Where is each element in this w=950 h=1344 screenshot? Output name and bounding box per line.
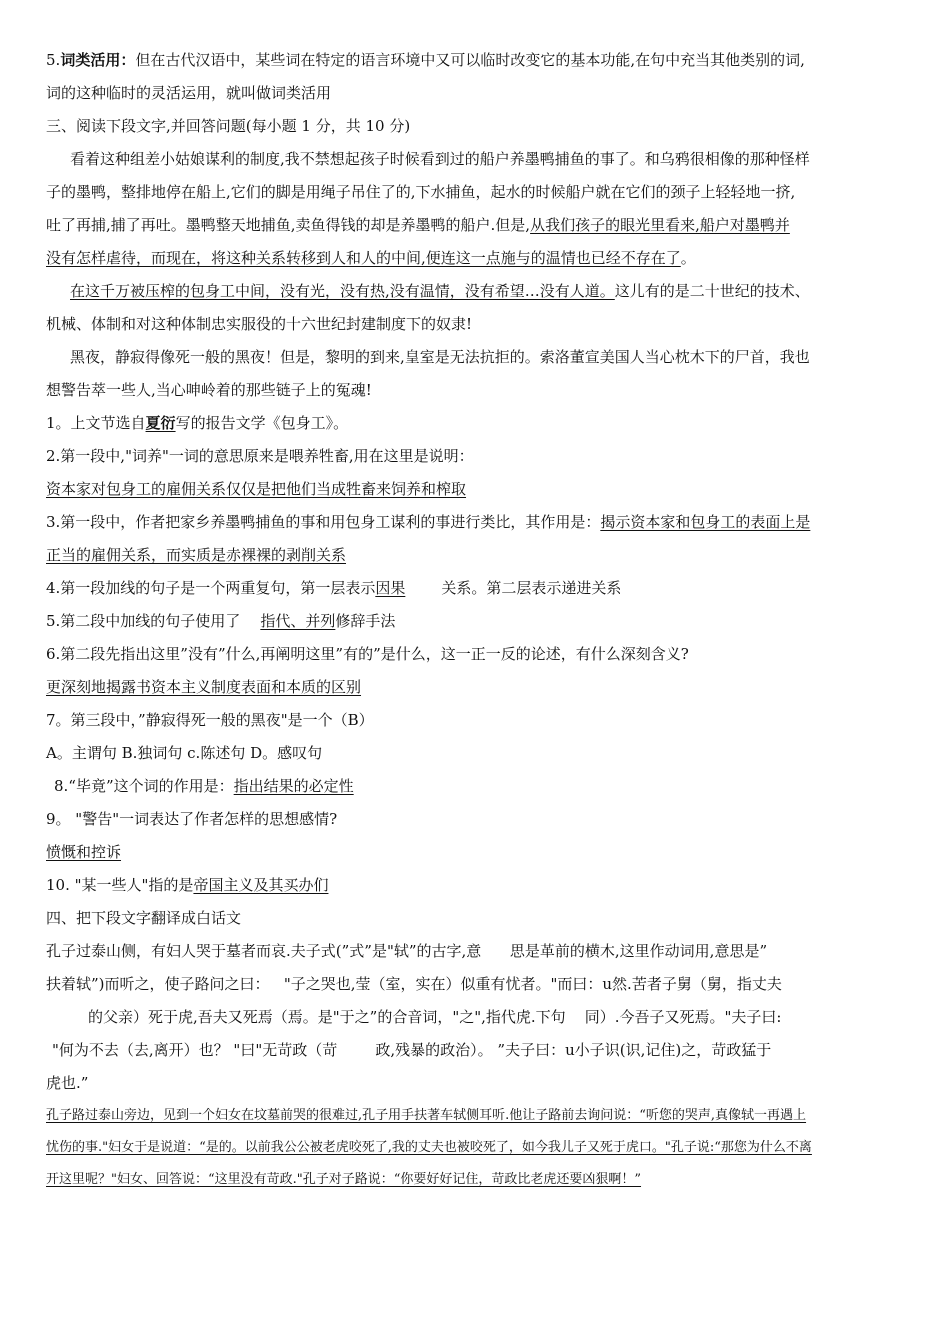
answer-3-part2: 正当的雇佣关系，而实质是赤裸裸的剥削关系	[46, 546, 347, 564]
q3-text: 3.第一段中，作者把家乡养墨鸭捕鱼的事和用包身工谋利的事进行类比，其作用是：	[46, 513, 601, 531]
q5-number: 5.	[46, 51, 61, 69]
answer-4	[375, 579, 441, 597]
question-1	[46, 407, 908, 440]
answer-4-text: 因果	[375, 579, 406, 597]
passage-p3-line1: 黑夜，静寂得像死一般的黑夜！但是，黎明的到来,皇室是无法抗拒的。索洛董宣美国人当心枕木下的尸首，我也	[70, 348, 810, 366]
question-10	[46, 869, 908, 902]
q1-text: 1。上文节选自	[46, 414, 146, 432]
question-5	[46, 605, 908, 638]
question-3	[46, 506, 908, 539]
classical-line3: 的父亲）死于虎,吾夫又死焉（焉。是"于之”的合音词，"之",指代虎.下句 同）.今吾子又死焉。"夫子曰:	[88, 1008, 782, 1026]
passage-underlined-sentence-a: 从我们孩子的眼光里看来,船户对墨鸭并	[530, 216, 790, 234]
q1-text-end: 写的报告文学《包身工》。	[175, 414, 349, 432]
document-page	[46, 44, 908, 1196]
classical-line1: 孔子过泰山侧，有妇人哭于墓者而哀.夫子式(”式”是"轼”的古字,意 思是革前的横木,这里作动词用,意思是”	[46, 942, 768, 960]
section3-title: 三、阅读下段文字,并回答问题(每小题 1 分，共 10 分)	[46, 117, 411, 135]
question-8	[46, 770, 908, 803]
passage-p1-line3-plain: 吐了再捕,捕了再吐。墨鸭整天地捕鱼,卖鱼得钱的却是养墨鸭的船户.但是,	[46, 216, 531, 234]
q5-definition-text: 但在古代汉语中，某些词在特定的语言环境中又可以临时改变它的基本功能,在句中充当其他类别的词,	[135, 51, 805, 69]
classical-line4: "何为不去（去,离开）也？ "曰"无苛政（苛 政,残暴的政治）。 ”夫子曰：u小子识(识,记住)之，苛政猛于	[52, 1041, 772, 1059]
passage-p2-line1	[46, 275, 908, 308]
answer-6: 更深刻地揭露书资本主义制度表面和本质的区别	[46, 678, 362, 696]
q8-text: 8.“毕竟”这个词的作用是：	[54, 777, 234, 795]
question-7: 7。第三段中，”静寂得死一般的黑夜"是一个（B）	[46, 711, 374, 729]
question-2: 2.第一段中,"词养"一词的意思原来是喂养牲畜,用在这里是说明：	[46, 447, 474, 465]
passage-p1-end: 。	[680, 249, 696, 267]
q5-definition-line2: 词的这种临时的灵活运用，就叫做词类活用	[46, 84, 332, 102]
q5-term: 词类活用	[60, 51, 121, 69]
passage-p3-line2: 想警告萃一些人,当心呻岭着的那些链子上的冤魂!	[46, 381, 372, 399]
question-9: 9。 "警告"一词表达了作者怎样的思想感情?	[46, 810, 338, 828]
translation-line2: 忧伤的事."妇女于是说道：“是的。以前我公公被老虎咬死了,我的丈夫也被咬死了，如今我儿子又死于虎口。"孔子说:“那您为什么不离	[46, 1140, 812, 1155]
passage-p2-underlined: 在这千万被压榨的包身工中间，没有光，没有热,没有温情，没有希望…没有人道。	[70, 282, 615, 300]
q4-text-end: 关系。第二层表示递进关系	[441, 579, 622, 597]
passage-p1-line3	[46, 209, 908, 242]
question-4	[46, 572, 908, 605]
classical-line2: 扶着轼”)而听之，使子路问之曰： "子之哭也,莹（室，实在）似重有忧者。"而曰：u然.苦者子舅（舅，指丈夫	[46, 975, 782, 993]
q1-author: 夏衍	[145, 414, 176, 432]
passage-p2-line2: 机械、体制和对这种体制忠实服役的十六世纪封建制度下的奴隶!	[46, 315, 473, 333]
q5-text: 5.第二段中加线的句子使用了	[46, 612, 241, 630]
translation-line3: 开这里呢？"妇女、回答说：“这里没有苛政."孔子对子路说：“你要好好记住，苛政比老虎还要凶狠啊！”	[46, 1172, 642, 1187]
q5-colon: ：	[120, 51, 136, 69]
passage-underlined-sentence-b: 没有怎样虐待，而现在，将这种关系转移到人和人的中间,便连这一点施与的温情也已经不存在了	[46, 249, 681, 267]
translation-line1: 孔子路过泰山旁边，见到一个妇女在坟墓前哭的很难过,孔子用手扶著车轼侧耳听.他让子路前去询问说：“听您的哭声,真像轼一再遇上	[46, 1108, 807, 1123]
passage-p1-line2: 子的墨鸭，整排地停在船上,它们的脚是用绳子吊住了的,下水捕鱼，起水的时候船户就在它们的颈子上轻轻地一挤,	[46, 183, 796, 201]
answer-3-part1: 揭示资本家和包身工的表面上是	[600, 513, 811, 531]
q10-text: 10. "某一些人"指的是	[46, 876, 194, 894]
answer-5: 指代、并列	[260, 612, 336, 630]
passage-p1-line4	[46, 242, 908, 275]
classical-line5: 虎也.”	[46, 1074, 89, 1092]
answer-8: 指出结果的必定性	[233, 777, 354, 795]
q4-text: 4.第一段加线的句子是一个两重复句，第一层表示	[46, 579, 376, 597]
answer-10: 帝国主义及其买办们	[193, 876, 329, 894]
answer-2: 资本家对包身工的雇佣关系仅仅是把他们当成牲畜来饲养和榨取	[46, 480, 467, 498]
q5-text-end: 修辞手法	[335, 612, 396, 630]
answer-9: 愤慨和控诉	[46, 843, 122, 861]
passage-p1-line1: 看着这种组差小姑娘谋利的制度,我不禁想起孩子时候看到过的船户养墨鸭捕鱼的事了。和乌鸦很相像的那种怪样	[70, 150, 810, 168]
q5-definition-line1	[46, 44, 908, 77]
question-7-options: A。主谓句 B.独词句 c.陈述句 D。感叹句	[46, 744, 323, 762]
question-6: 6.第二段先指出这里”没有”什么,再阐明这里”有的”是什么，这一正一反的论述，有什么深刻含义?	[46, 645, 689, 663]
passage-p2-plain: 这儿有的是二十世纪的技术、	[614, 282, 810, 300]
section4-title: 四、把下段文字翻译成白话文	[46, 909, 242, 927]
